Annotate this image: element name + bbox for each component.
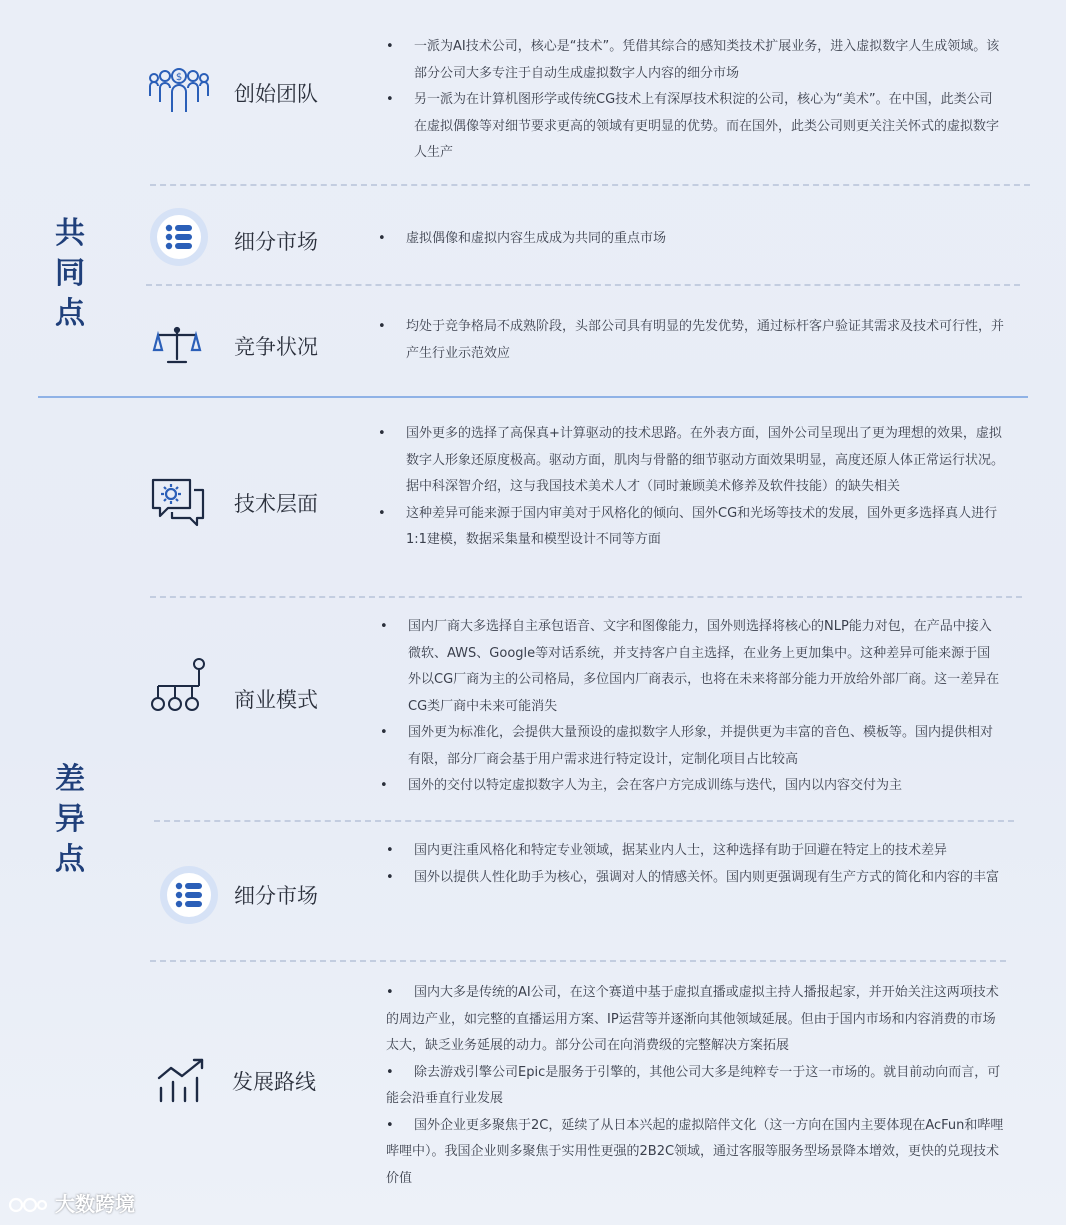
bullet-list-business-model [380, 614, 1002, 800]
bullet-dot: • [386, 1064, 394, 1080]
bullet-dot: • [386, 92, 394, 107]
bullet-text: 一派为AI技术公司，核心是“技术”。凭借其综合的感知类技术扩展业务，进入虚拟数字人生成领域。该部分公司大多专注于自动生成虚拟数字人内容的细分市场 [414, 39, 1000, 81]
bullet-text: 虚拟偶像和虚拟内容生成成为共同的重点市场 [406, 231, 667, 246]
list-icon [150, 208, 208, 270]
list-item [378, 226, 1006, 253]
bullet-dot: • [378, 505, 386, 521]
row-title-market-segment-diff: 细分市场 [234, 884, 318, 908]
list-item [386, 865, 1002, 892]
bullet-list-market-segment [378, 226, 1006, 253]
bullet-dot: • [380, 619, 388, 634]
bullet-text: 国内更注重风格化和特定专业领域，据某业内人士，这种选择有助于回避在特定上的技术差异 [414, 843, 948, 858]
list-icon [160, 866, 218, 928]
watermark-text: 大数跨境 [54, 1191, 135, 1216]
list-item [386, 1060, 1006, 1113]
group-label-diff [48, 760, 92, 880]
row-title-founding-team: 创始团队 [234, 82, 318, 106]
bullet-dot: • [386, 39, 394, 54]
row-title-business-model: 商业模式 [234, 688, 318, 712]
group-divider [38, 396, 1028, 398]
bullet-list-founding-team [386, 34, 1004, 167]
group-label-text: 差异点 [55, 762, 85, 877]
bullet-dot: • [386, 985, 394, 1000]
bullet-text: 国内厂商大多选择自主承包语音、文字和图像能力，国外则选择将核心的NLP能力对包，在产品中接入微软、AWS、Google等对话系统，并支持客户自主选择，在业务上更加集中。这种差异可能来源于国外以CG厂商为主的公司格局，多位国内厂商表示，也将在未来将部分能力开放给外部厂商。这一差异在CG类厂商中未来可能消失 [408, 619, 1000, 714]
bullet-text: 国外以提供人性化助手为核心，强调对人的情感关怀。国内则更强调现有生产方式的简化和内容的丰富 [414, 869, 1000, 885]
growth-chart-icon [156, 1056, 208, 1108]
row-title-market-segment: 细分市场 [234, 230, 318, 254]
bullet-text: 国外的交付以特定虚拟数字人为主，会在客户方完成训练与迭代，国内以内容交付为主 [408, 778, 903, 793]
bullet-dot: • [378, 426, 386, 441]
bullet-text: 国外企业更多聚焦于2C，延续了从日本兴起的虚拟陪伴文化（这一方向在国内主要体现在AcFun和哔哩哔哩中）。我国企业则多聚焦于实用性更强的2B2C领域，通过客服等服务型场景降本增效，更快的兑现技术价值 [386, 1117, 1004, 1186]
list-item [378, 421, 1006, 501]
row-title-technology: 技术层面 [234, 492, 318, 516]
list-item [386, 87, 1004, 167]
bullet-text: 国内大多是传统的AI公司，在这个赛道中基于虚拟直播或虚拟主持人播报起家，并开始关注这两项技术的周边产业，如完整的直播运用方案、IP运营等并逐渐向其他领域延展。但由于国内市场和内容消费的市场太大，缺乏业务延展的动力。部分公司在向消费级的完整解决方案拓展 [386, 985, 999, 1053]
list-item [386, 1113, 1006, 1193]
bullet-text: 除去游戏引擎公司Epic是服务于引擎的，其他公司大多是纯粹专一于这一市场的。就目前动向而言，可能会沿垂直行业发展 [386, 1064, 1001, 1106]
list-item [386, 838, 1002, 865]
bullet-dot: • [386, 869, 394, 885]
bullet-text: 均处于竞争格局不成熟阶段，头部公司具有明显的先发优势，通过标杆客户验证其需求及技术可行性，并产生行业示范效应 [406, 319, 1005, 361]
bullet-dot: • [378, 231, 386, 246]
scale-icon [152, 326, 202, 370]
list-item [378, 501, 1006, 554]
team-icon [148, 66, 210, 120]
bullet-list-market-segment-diff [386, 838, 1002, 891]
watermark [8, 1188, 135, 1218]
bullet-text: 国外更多的选择了高保真+计算驱动的技术思路。在外表方面，国外公司呈现出了更为理想的效果，虚拟数字人形象还原度极高。驱动方面，肌肉与骨骼的细节驱动方面效果明显，高度还原人体正常运行状况。据中科深智介绍，这与我国技术美术人才（同时兼顾美术修养及软件技能）的缺失相关 [406, 426, 1005, 494]
list-item [386, 980, 1006, 1060]
group-label-common [48, 214, 92, 334]
dashed-divider [154, 820, 1014, 822]
svg-text:$: $ [175, 72, 183, 83]
bullet-list-technology [378, 421, 1006, 554]
dashed-divider [150, 184, 1030, 186]
list-item [378, 314, 1008, 367]
row-title-competition: 竞争状况 [234, 335, 318, 359]
bullet-dot: • [380, 778, 388, 793]
gear-chat-icon [150, 476, 206, 532]
bullet-text: 另一派为在计算机图形学或传统CG技术上有深厚技术积淀的公司，核心为“美术”。在中国，此类公司在虚拟偶像等对细节要求更高的领域有更明显的优势。而在国外，此类公司则更关注关怀式的虚拟数字人生产 [414, 92, 1000, 160]
bullet-text: 这种差异可能来源于国内审美对于风格化的倾向、国外CG和光场等技术的发展，国外更多选择真人进行1:1建模，数据采集量和模型设计不同等方面 [406, 505, 998, 547]
dashed-divider [150, 596, 1022, 598]
bullet-dot: • [386, 1117, 394, 1133]
bullet-list-competition [378, 314, 1008, 367]
bullet-list-development-path [386, 980, 1006, 1192]
list-item [380, 720, 1002, 773]
group-label-text: 共同点 [55, 216, 85, 331]
list-item [386, 34, 1004, 87]
bullet-dot: • [380, 725, 388, 740]
list-item [380, 773, 1002, 800]
dashed-divider [150, 960, 1006, 962]
hierarchy-icon [150, 658, 208, 718]
bullet-text: 国外更为标准化，会提供大量预设的虚拟数字人形象，并提供更为丰富的音色、模板等。国内提供相对有限，部分厂商会基于用户需求进行特定设计，定制化项目占比较高 [408, 725, 994, 767]
bullet-dot: • [378, 319, 386, 334]
dashed-divider [146, 284, 1020, 286]
row-title-development-path: 发展路线 [232, 1070, 316, 1094]
watermark-logo-icon [8, 1193, 48, 1217]
bullet-dot: • [386, 843, 394, 858]
list-item [380, 614, 1002, 720]
